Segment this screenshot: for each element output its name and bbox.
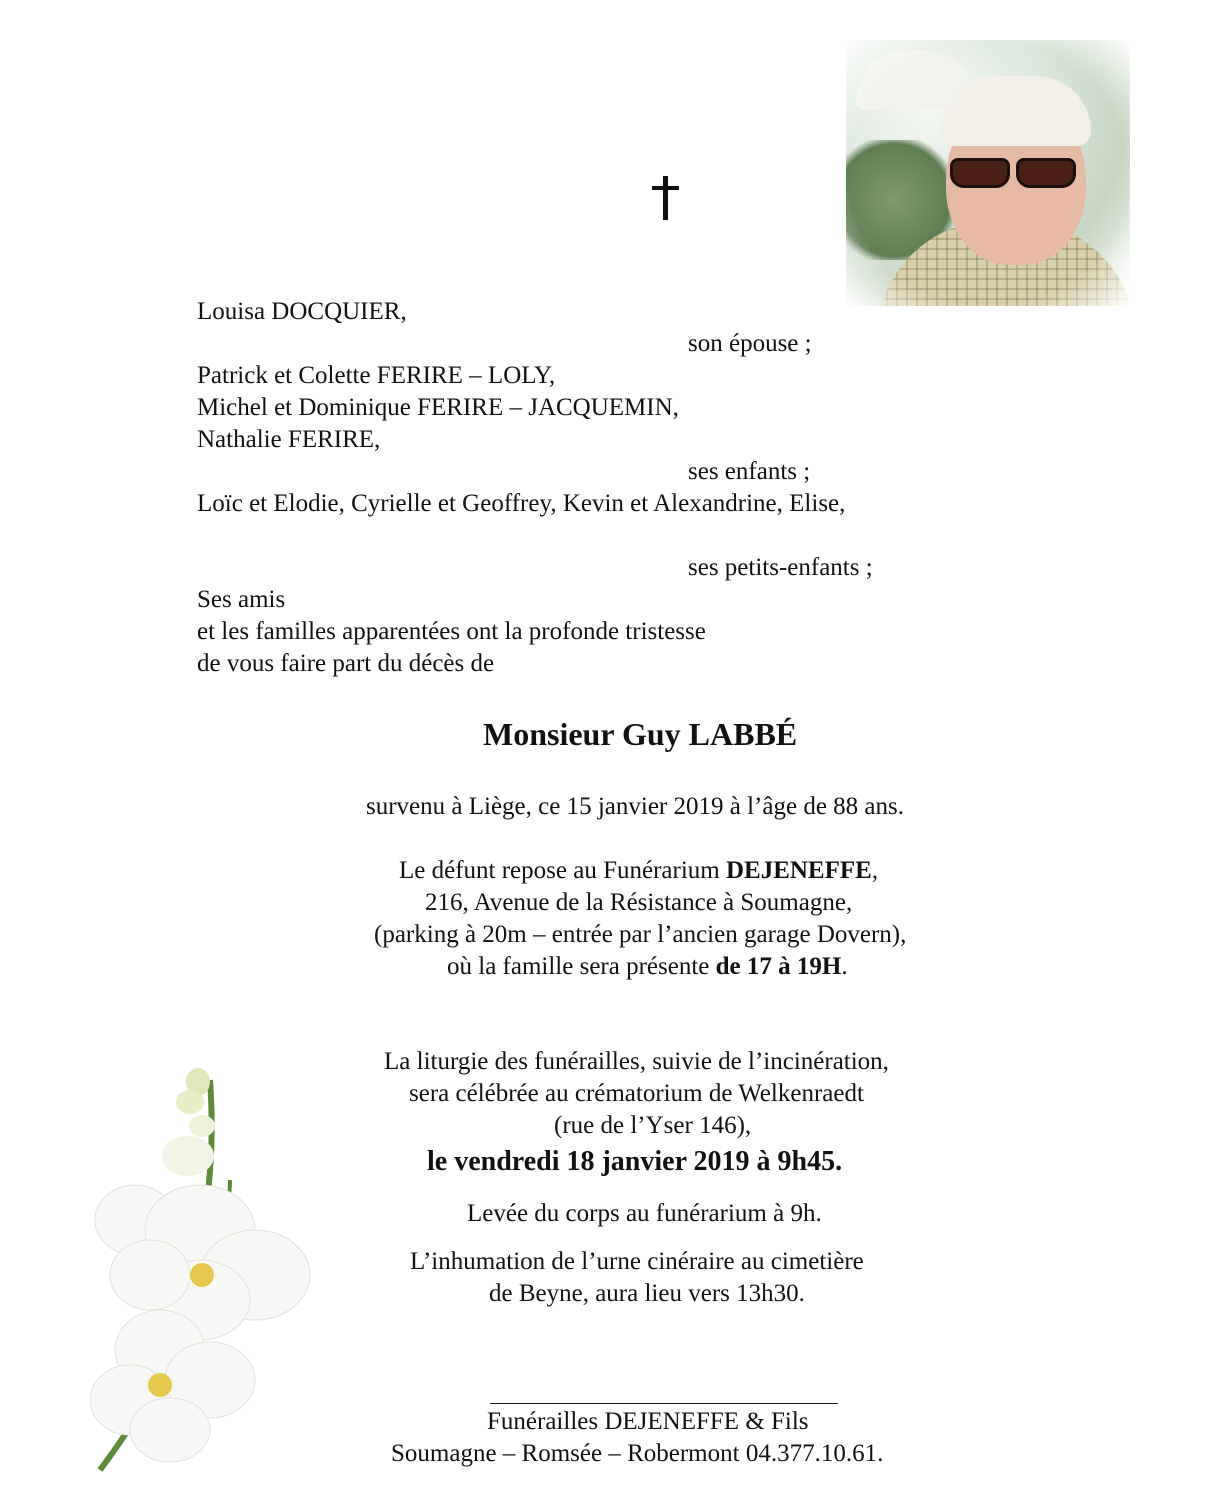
children-role: ses enfants ; bbox=[688, 458, 811, 485]
ceremony-line-1: La liturgie des funérailles, suivie de l’incinération, bbox=[384, 1048, 889, 1075]
company-contact: Soumagne – Romsée – Robermont 04.377.10.61. bbox=[391, 1440, 884, 1467]
child-line-3: Nathalie FERIRE, bbox=[197, 426, 381, 453]
ceremony-line-2: sera célébrée au crématorium de Welkenraedt bbox=[409, 1080, 864, 1107]
child-line-2: Michel et Dominique FERIRE – JACQUEMIN, bbox=[197, 394, 679, 421]
deceased-name: Monsieur Guy LABBÉ bbox=[483, 716, 798, 752]
orchid-illustration bbox=[90, 1060, 330, 1480]
visitation-line-1: Le défunt repose au Funérarium DEJENEFFE, bbox=[399, 857, 879, 884]
visitation-line-3: (parking à 20m – entrée par l’ancien garage Dovern), bbox=[374, 921, 907, 948]
funeral-company: Funérailles DEJENEFFE & Fils bbox=[487, 1408, 809, 1435]
ceremony-line-3: (rue de l’Yser 146), bbox=[554, 1112, 752, 1139]
grandchildren-names: Loïc et Elodie, Cyrielle et Geoffrey, Kevin et Alexandrine, Elise, bbox=[197, 490, 846, 517]
separator-line bbox=[490, 1403, 838, 1404]
grandchildren-role: ses petits-enfants ; bbox=[688, 554, 873, 581]
burial-line-2: de Beyne, aura lieu vers 13h30. bbox=[489, 1280, 805, 1307]
visitation-line-2: 216, Avenue de la Résistance à Soumagne, bbox=[425, 889, 853, 916]
latin-cross-icon bbox=[648, 176, 682, 220]
visitation-line-4: où la famille sera présente de 17 à 19H. bbox=[447, 953, 848, 980]
announcement-line-1: Ses amis bbox=[197, 586, 286, 613]
portrait-photo bbox=[846, 40, 1130, 306]
announcement-line-2: et les familles apparentées ont la profonde tristesse bbox=[197, 618, 706, 645]
child-line-1: Patrick et Colette FERIRE – LOLY, bbox=[197, 362, 556, 389]
spouse-role: son épouse ; bbox=[688, 330, 812, 357]
announcement-line-3: de vous faire part du décès de bbox=[197, 650, 495, 677]
ceremony-date: le vendredi 18 janvier 2019 à 9h45. bbox=[427, 1146, 843, 1177]
visitation-hours: de 17 à 19H bbox=[715, 953, 842, 980]
funeral-home-name: DEJENEFFE bbox=[725, 857, 872, 884]
burial-line-1: L’inhumation de l’urne cinéraire au cimetière bbox=[410, 1248, 864, 1275]
levee-du-corps: Levée du corps au funérarium à 9h. bbox=[467, 1200, 822, 1227]
deceased-details: survenu à Liège, ce 15 janvier 2019 à l’âge de 88 ans. bbox=[366, 793, 904, 820]
spouse-name: Louisa DOCQUIER, bbox=[197, 298, 407, 325]
